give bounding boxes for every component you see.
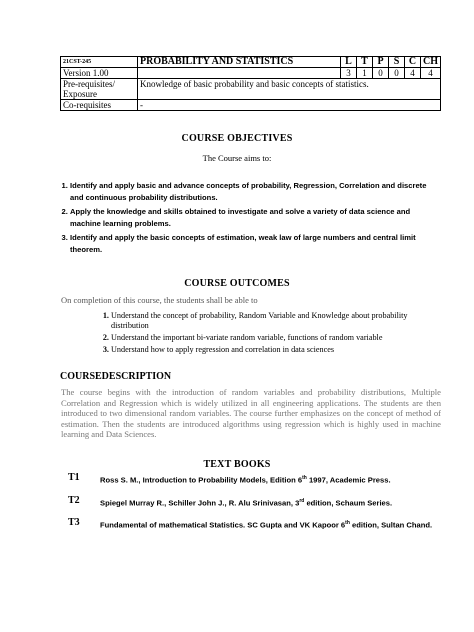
textbook-citation: Fundamental of mathematical Statistics. SC Gupta and VK Kapoor 6th edition, Sultan Chand. [100,520,433,530]
ltp-header-s: S [389,57,405,68]
textbook-id: T3 [68,517,80,529]
textbook-citation: Ross S. M., Introduction to Probability Models, Edition 6th 1997, Academic Press. [100,475,391,485]
list-item: 1. Identify and apply basic and advance concepts of probability, Regression, Correlation and discrete and continuous probability distributions. [70,180,435,204]
list-item: 2. Understand the important bi-variate random variable, functions of random variable [111,333,441,343]
description-heading: COURSEDESCRIPTION [60,371,172,382]
textbooks-list [68,472,438,540]
outcomes-list [97,311,441,357]
course-code: 21CST-245 [61,57,138,68]
list-item [68,472,438,487]
coreq-label: Co-requisites [61,100,138,111]
list-item [68,495,438,510]
prereq-value: Knowledge of basic probability and basic concepts of statistics. [138,79,441,100]
list-item: 1. Understand the concept of probability, Random Variable and Knowledge about probability distribution [111,311,441,331]
textbook-citation: Spiegel Murray R., Schiller John J., R. Alu Srinivasan, 3rd edition, Schaum Series. [100,497,393,508]
course-title: PROBABILITY AND STATISTICS [138,57,341,68]
ltp-header-t: T [357,57,373,68]
table-row [61,68,441,79]
ltp-value-t: 1 [357,68,373,79]
coreq-value: - [138,100,441,111]
ltp-value-p: 0 [373,68,389,79]
textbook-id: T1 [68,472,80,483]
table-row [61,79,441,100]
objectives-heading: COURSE OBJECTIVES [181,133,293,144]
description-text: The course begins with the introduction of random variables and probability distributions, Multiple Correlation and Regression which is widely utilized in all engineering applications. The students are then introduced to two dimensional random variables. The course further emphasizes on the concept of method of estimation. Then the students are introduced algorithms using regression which is highly used in machine learning and Data Sciences. [61,387,441,440]
objectives-list [56,180,435,258]
list-item: 3. Understand how to apply regression and correlation in data sciences [111,345,441,355]
table-row [61,100,441,111]
list-item [68,517,438,532]
ltp-header-l: L [341,57,357,68]
list-item: 3. Identify and apply the basic concepts of estimation, weak law of large numbers and central limit theorem. [70,232,435,256]
list-item: 2. Apply the knowledge and skills obtained to investigate and solve a variety of data science and machine learning problems. [70,206,435,230]
textbook-id: T2 [68,494,80,506]
textbooks-heading: TEXT BOOKS [203,459,271,470]
ltp-header-ch: CH [421,57,441,68]
outcomes-heading: COURSE OUTCOMES [184,278,290,289]
table-row [61,57,441,68]
ltp-value-c: 4 [405,68,421,79]
version-label: Version 1.00 [61,68,138,79]
course-info-table [60,56,441,111]
ltp-value-l: 3 [341,68,357,79]
ltp-value-ch: 4 [421,68,441,79]
objectives-intro: The Course aims to: [202,153,272,163]
prereq-label: Pre-requisites/ Exposure [61,79,138,100]
version-blank [138,68,341,79]
ltp-header-p: P [373,57,389,68]
ltp-value-s: 0 [389,68,405,79]
outcomes-intro: On completion of this course, the students shall be able to [61,295,258,305]
ltp-header-c: C [405,57,421,68]
